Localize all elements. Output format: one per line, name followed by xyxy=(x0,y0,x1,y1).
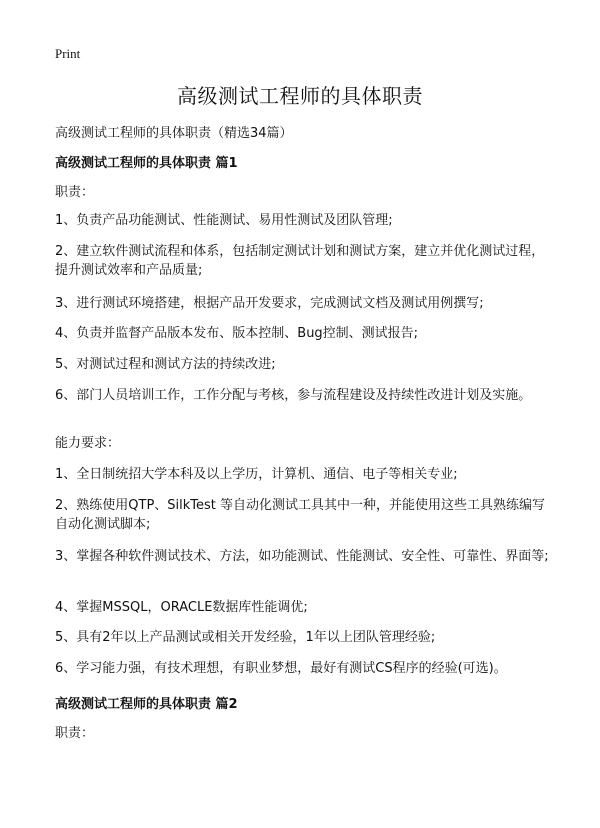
duty-item-4: 4、负责并监督产品版本发布、版本控制、Bug控制、测试报告; xyxy=(55,326,419,341)
duties-label-2: 职责： xyxy=(55,726,95,741)
requirements-label: 能力要求： xyxy=(55,436,121,451)
requirement-item-6: 6、学习能力强，有技术理想，有职业梦想，最好有测试CS程序的经验(可选)。 xyxy=(55,661,507,676)
requirement-item-5: 5、具有2年以上产品测试或相关开发经验，1年以上团队管理经验; xyxy=(55,630,436,645)
page-title: 高级测试工程师的具体职责 xyxy=(177,84,423,108)
section-heading-1: 高级测试工程师的具体职责 篇1 xyxy=(55,156,238,171)
requirement-item-2: 2、熟练使用QTP、SilkTest 等自动化测试工具其中一种，并能使用这些工具熟练编写自动化测试脚本; xyxy=(55,498,546,532)
duty-item-2: 2、建立软件测试流程和体系，包括制定测试计划和测试方案，建立并优化测试过程，提升测试效率和产品质量; xyxy=(55,244,545,278)
requirement-item-3: 3、掌握各种软件测试技术、方法，如功能测试、性能测试、安全性、可靠性、界面等; xyxy=(55,549,549,564)
duties-label: 职责： xyxy=(55,185,95,200)
duty-item-5: 5、对测试过程和测试方法的持续改进; xyxy=(55,357,276,372)
requirement-item-1: 1、全日制统招大学本科及以上学历，计算机、通信、电子等相关专业; xyxy=(55,467,458,482)
duty-item-3: 3、进行测试环境搭建，根据产品开发要求，完成测试文档及测试用例撰写; xyxy=(55,296,484,311)
duty-item-6: 6、部门人员培训工作，工作分配与考核，参与流程建设及持续性改进计划及实施。 xyxy=(55,388,532,403)
duty-item-1: 1、负责产品功能测试、性能测试、易用性测试及团队管理; xyxy=(55,213,393,228)
print-link[interactable]: Print xyxy=(55,46,81,61)
section-heading-2: 高级测试工程师的具体职责 篇2 xyxy=(55,697,238,712)
document-subtitle: 高级测试工程师的具体职责（精选34篇） xyxy=(55,126,293,141)
requirement-item-4: 4、掌握MSSQL，ORACLE数据库性能调优; xyxy=(55,600,308,615)
